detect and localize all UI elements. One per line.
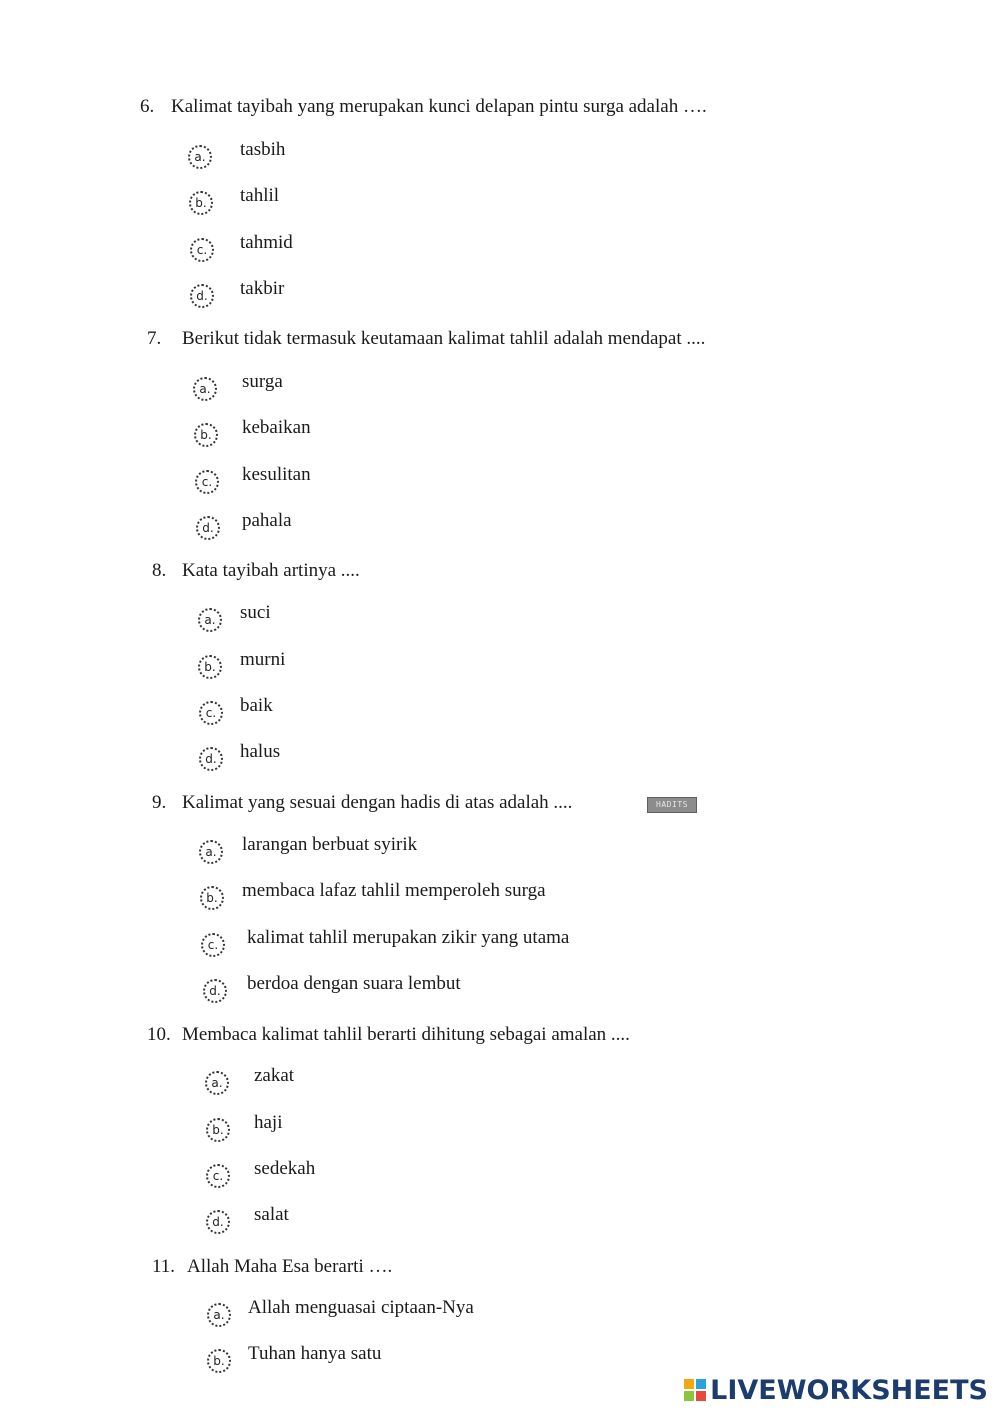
option-bubble[interactable]: c.	[195, 470, 219, 494]
option-bubble[interactable]: a.	[205, 1071, 229, 1095]
option-bubble[interactable]: b.	[194, 423, 218, 447]
option-bubble[interactable]: a.	[199, 840, 223, 864]
option-bubble[interactable]: c.	[199, 701, 223, 725]
option-bubble[interactable]: a.	[188, 145, 212, 169]
option-bubble[interactable]: d.	[190, 284, 214, 308]
option-bubble[interactable]: c.	[201, 933, 225, 957]
logo-cell	[684, 1391, 694, 1401]
option-text: larangan berbuat syirik	[242, 834, 418, 855]
logo-cell	[684, 1379, 694, 1389]
question-text: Kalimat tayibah yang merupakan kunci delapan pintu surga adalah ….	[171, 96, 707, 117]
option-text: salat	[254, 1204, 289, 1225]
hadith-audio-badge[interactable]: HADITS	[647, 797, 697, 813]
option-text: sedekah	[254, 1158, 316, 1179]
option-text: haji	[254, 1112, 283, 1133]
option-text: tahlil	[240, 185, 280, 206]
question-number: 10.	[147, 1024, 171, 1045]
option-text: berdoa dengan suara lembut	[247, 973, 461, 994]
option-bubble[interactable]: d.	[199, 747, 223, 771]
option-text: suci	[240, 602, 271, 623]
question-text: Membaca kalimat tahlil berarti dihitung sebagai amalan ....	[182, 1024, 630, 1045]
option-bubble[interactable]: b.	[200, 886, 224, 910]
question-number: 9.	[152, 792, 167, 813]
option-bubble[interactable]: c.	[190, 238, 214, 262]
liveworksheets-logo-icon	[684, 1379, 706, 1401]
question-number: 6.	[140, 96, 155, 117]
question-8	[152, 560, 360, 582]
option-bubble[interactable]: c.	[206, 1164, 230, 1188]
option-text: tahmid	[240, 232, 293, 253]
question-number: 11.	[152, 1256, 176, 1277]
question-10	[147, 1024, 630, 1046]
logo-cell	[696, 1379, 706, 1389]
option-text: Tuhan hanya satu	[248, 1343, 382, 1364]
option-text: surga	[242, 371, 283, 392]
question-text: Berikut tidak termasuk keutamaan kalimat tahlil adalah mendapat ....	[182, 328, 706, 349]
option-bubble[interactable]: d.	[196, 516, 220, 540]
option-text: halus	[240, 741, 281, 762]
option-text: murni	[240, 649, 286, 670]
option-bubble[interactable]: b.	[207, 1349, 231, 1373]
option-text: pahala	[242, 510, 292, 531]
option-text: tasbih	[240, 139, 286, 160]
question-number: 7.	[147, 328, 162, 349]
option-bubble[interactable]: b.	[198, 655, 222, 679]
option-text: zakat	[254, 1065, 295, 1086]
option-text: kesulitan	[242, 464, 311, 485]
option-text: kebaikan	[242, 417, 311, 438]
option-bubble[interactable]: a.	[198, 608, 222, 632]
option-text: Allah menguasai ciptaan-Nya	[248, 1297, 474, 1318]
question-9	[152, 792, 572, 814]
question-11	[152, 1256, 392, 1278]
liveworksheets-brand	[684, 1373, 988, 1407]
option-bubble[interactable]: a.	[193, 377, 217, 401]
question-7	[147, 328, 705, 350]
brand-name: LIVEWORKSHEETS	[710, 1374, 988, 1406]
option-text: baik	[240, 695, 273, 716]
option-bubble[interactable]: b.	[189, 191, 213, 215]
logo-cell	[696, 1391, 706, 1401]
option-text: kalimat tahlil merupakan zikir yang utama	[247, 927, 570, 948]
question-6	[140, 96, 707, 118]
option-text: membaca lafaz tahlil memperoleh surga	[242, 880, 546, 901]
question-number: 8.	[152, 560, 167, 581]
question-text: Kalimat yang sesuai dengan hadis di atas adalah ....	[182, 792, 573, 813]
option-bubble[interactable]: b.	[206, 1118, 230, 1142]
option-bubble[interactable]: a.	[207, 1303, 231, 1327]
option-bubble[interactable]: d.	[206, 1210, 230, 1234]
option-bubble[interactable]: d.	[203, 979, 227, 1003]
option-text: takbir	[240, 278, 285, 299]
question-text: Kata tayibah artinya ....	[182, 560, 360, 581]
question-text: Allah Maha Esa berarti ….	[187, 1256, 393, 1277]
